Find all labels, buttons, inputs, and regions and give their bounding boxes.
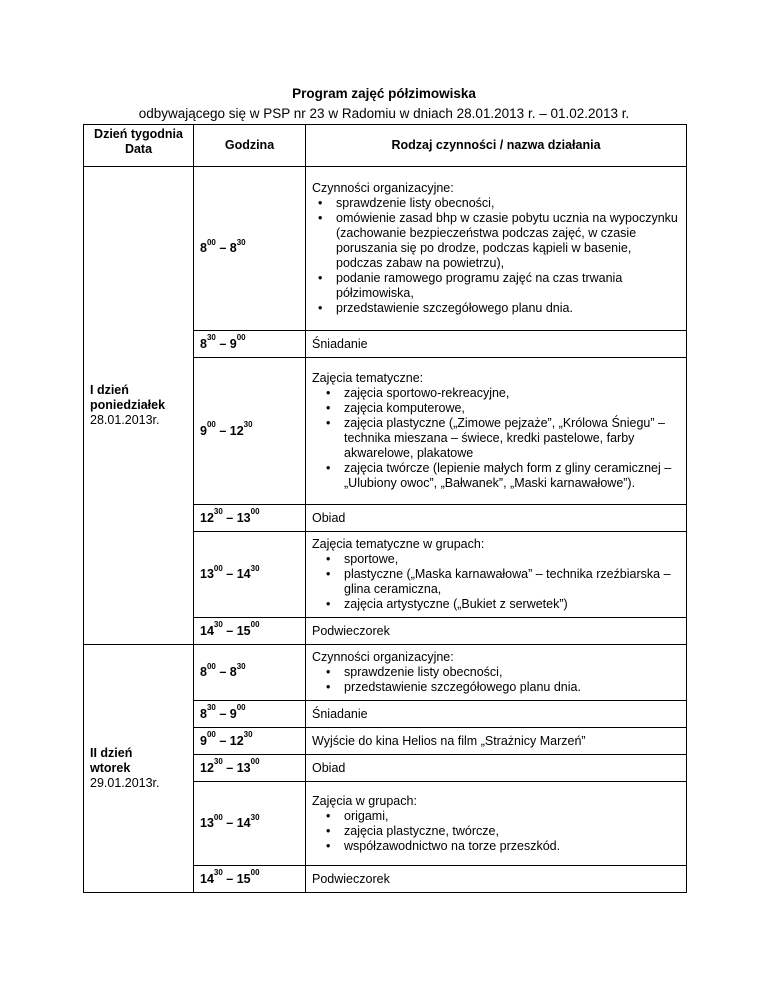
day-ordinal: I dzień <box>90 383 129 397</box>
activity-cell <box>306 532 687 618</box>
time-cell: $8^{00} - 8^{30}$ <box>194 645 306 701</box>
activity-item: • zajęcia plastyczne („Zimowe pejzaże”, „Królowa Śniegu” – technika mieszana – świece, kredki pastelowe, farby akwarelowe, plakatowe <box>344 416 680 461</box>
activity-list <box>312 809 680 854</box>
activity-cell <box>306 618 687 645</box>
end-hour: 8 <box>229 665 237 679</box>
activity-cell <box>306 645 687 701</box>
start-hour: 14 <box>200 623 214 638</box>
start-hour: 8 <box>200 665 207 679</box>
activity-cell <box>306 755 687 782</box>
day-cell <box>84 645 194 893</box>
end-hour: 13 <box>236 510 251 525</box>
activity-item: • origami, <box>344 809 680 824</box>
page-title: Program zajęć półzimowiska <box>292 86 476 101</box>
schedule-row <box>84 167 687 331</box>
time-cell: $12^{30} - 13^{00}$ <box>194 755 306 782</box>
activity-cell <box>306 728 687 755</box>
header-activity: Rodzaj czynności / nazwa działania <box>306 125 687 167</box>
start-minute: 30 <box>206 703 216 713</box>
activity-list <box>312 196 680 316</box>
time-cell: $9^{00} - 12^{30}$ <box>194 358 306 505</box>
end-minute: 00 <box>236 703 246 713</box>
header-date-label: Data <box>124 142 153 156</box>
activity-list <box>312 386 680 491</box>
end-hour: 15 <box>236 871 251 886</box>
end-hour: 14 <box>236 816 251 830</box>
activity-cell <box>306 358 687 505</box>
activity-title: Zajęcia w grupach: <box>312 793 417 808</box>
activity-item: • zajęcia plastyczne, twórcze, <box>344 824 680 839</box>
header-hour: Godzina <box>194 125 306 167</box>
start-minute: 00 <box>213 812 223 822</box>
activity-cell <box>306 866 687 893</box>
start-hour: 13 <box>200 816 214 830</box>
activity-cell <box>306 167 687 331</box>
end-minute: 00 <box>250 757 260 767</box>
start-minute: 00 <box>213 563 223 573</box>
activity-item: • przedstawienie szczegółowego planu dnia. <box>344 680 680 695</box>
day-date: 28.01.2013r. <box>90 413 160 427</box>
start-hour: 13 <box>200 567 214 581</box>
end-minute: 30 <box>250 563 260 573</box>
start-minute: 00 <box>206 661 216 671</box>
time-cell: $14^{30} - 15^{00}$ <box>194 618 306 645</box>
start-hour: 9 <box>200 733 207 748</box>
start-minute: 30 <box>213 868 223 878</box>
start-minute: 30 <box>213 757 223 767</box>
day-date: 29.01.2013r. <box>90 776 160 790</box>
activity-title: Śniadanie <box>312 706 368 721</box>
activity-title: Obiad <box>312 760 346 775</box>
activity-item: • zajęcia komputerowe, <box>344 401 680 416</box>
end-hour: 12 <box>229 733 244 748</box>
activity-title: Zajęcia tematyczne: <box>312 371 424 385</box>
activity-cell <box>306 701 687 728</box>
activity-item: • sprawdzenie listy obecności, <box>344 665 680 680</box>
schedule-row <box>84 645 687 701</box>
activity-item: • plastyczne („Maska karnawałowa” – technika rzeźbiarska – glina ceramiczna, <box>344 567 680 597</box>
schedule-body <box>84 167 687 893</box>
activity-item: • zajęcia twórcze (lepienie małych form z gliny ceramicznej – „Ulubiony owoc”, „Bałwanek”, „Maski karnawałowe”). <box>344 461 680 491</box>
time-cell: $13^{00} - 14^{30}$ <box>194 532 306 618</box>
end-minute: 30 <box>243 730 253 740</box>
end-minute: 30 <box>250 812 260 822</box>
page-subtitle: odbywającego się w PSP nr 23 w Radomiu w dniach 28.01.2013 r. – 01.02.2013 r. <box>138 106 630 121</box>
activity-title: Wyjście do kina Helios na film „Strażnicy Marzeń” <box>312 733 586 748</box>
time-cell: $8^{30} - 9^{00}$ <box>194 331 306 358</box>
activity-item: • podanie ramowego programu zajęć na czas trwania półzimowiska, <box>336 271 680 301</box>
end-hour: 15 <box>236 623 251 638</box>
start-hour: 8 <box>200 241 207 255</box>
activity-item: • sprawdzenie listy obecności, <box>336 196 680 211</box>
end-hour: 13 <box>236 760 251 775</box>
activity-cell <box>306 505 687 532</box>
activity-list <box>312 665 680 695</box>
start-minute: 00 <box>206 730 216 740</box>
activity-item: • przedstawienie szczegółowego planu dnia. <box>336 301 680 316</box>
end-minute: 00 <box>250 620 260 630</box>
start-minute: 30 <box>213 620 223 630</box>
activity-cell <box>306 782 687 866</box>
activity-item: • współzawodnictwo na torze przeszkód. <box>344 839 680 854</box>
end-minute: 00 <box>250 868 260 878</box>
time-cell: $12^{30} - 13^{00}$ <box>194 505 306 532</box>
end-minute: 30 <box>236 661 246 671</box>
end-minute: 00 <box>250 507 260 517</box>
activity-item: • omówienie zasad bhp w czasie pobytu ucznia na wypoczynku (zachowanie bezpieczeństwa podczas zajęć, w czasie poruszania się po drodze, podczas kąpieli w basenie, podczas zabaw na powietrzu), <box>336 211 680 271</box>
end-minute: 00 <box>236 333 246 343</box>
activity-item: • sportowe, <box>344 552 680 567</box>
activity-title: Śniadanie <box>312 336 368 351</box>
activity-cell <box>306 331 687 358</box>
end-hour: 8 <box>229 241 237 255</box>
header-day-label: Dzień tygodnia <box>94 127 183 141</box>
header-row <box>84 125 687 167</box>
start-minute: 30 <box>213 507 223 517</box>
activity-title: Czynności organizacyjne: <box>312 181 454 195</box>
time-cell: $8^{00} - 8^{30}$ <box>194 167 306 331</box>
start-hour: 12 <box>200 760 214 775</box>
start-hour: 14 <box>200 871 214 886</box>
schedule-table <box>83 124 687 893</box>
activity-title: Obiad <box>312 510 346 525</box>
activity-item: • zajęcia sportowo-rekreacyjne, <box>344 386 680 401</box>
end-hour: 12 <box>229 423 244 438</box>
header-day <box>84 125 194 167</box>
start-hour: 8 <box>200 706 207 721</box>
day-ordinal: II dzień <box>90 746 133 760</box>
day-weekday: poniedziałek <box>90 398 166 412</box>
day-cell <box>84 167 194 645</box>
end-hour: 14 <box>236 567 251 581</box>
activity-title: Podwieczorek <box>312 871 390 886</box>
time-cell: $14^{30} - 15^{00}$ <box>194 866 306 893</box>
activity-title: Zajęcia tematyczne w grupach: <box>312 537 485 551</box>
activity-title: Podwieczorek <box>312 623 390 638</box>
activity-title: Czynności organizacyjne: <box>312 650 454 664</box>
activity-item: • zajęcia artystyczne („Bukiet z serwetek”) <box>344 597 680 612</box>
end-minute: 30 <box>236 237 246 247</box>
start-minute: 00 <box>206 237 216 247</box>
start-minute: 30 <box>206 333 216 343</box>
end-hour: 9 <box>229 336 237 351</box>
end-minute: 30 <box>243 420 253 430</box>
start-hour: 8 <box>200 336 207 351</box>
start-hour: 12 <box>200 510 214 525</box>
start-hour: 9 <box>200 423 207 438</box>
time-cell: $8^{30} - 9^{00}$ <box>194 701 306 728</box>
end-hour: 9 <box>229 706 237 721</box>
time-cell: $9^{00} - 12^{30}$ <box>194 728 306 755</box>
day-weekday: wtorek <box>90 761 131 775</box>
time-cell: $13^{00} - 14^{30}$ <box>194 782 306 866</box>
activity-list <box>312 552 680 612</box>
start-minute: 00 <box>206 420 216 430</box>
